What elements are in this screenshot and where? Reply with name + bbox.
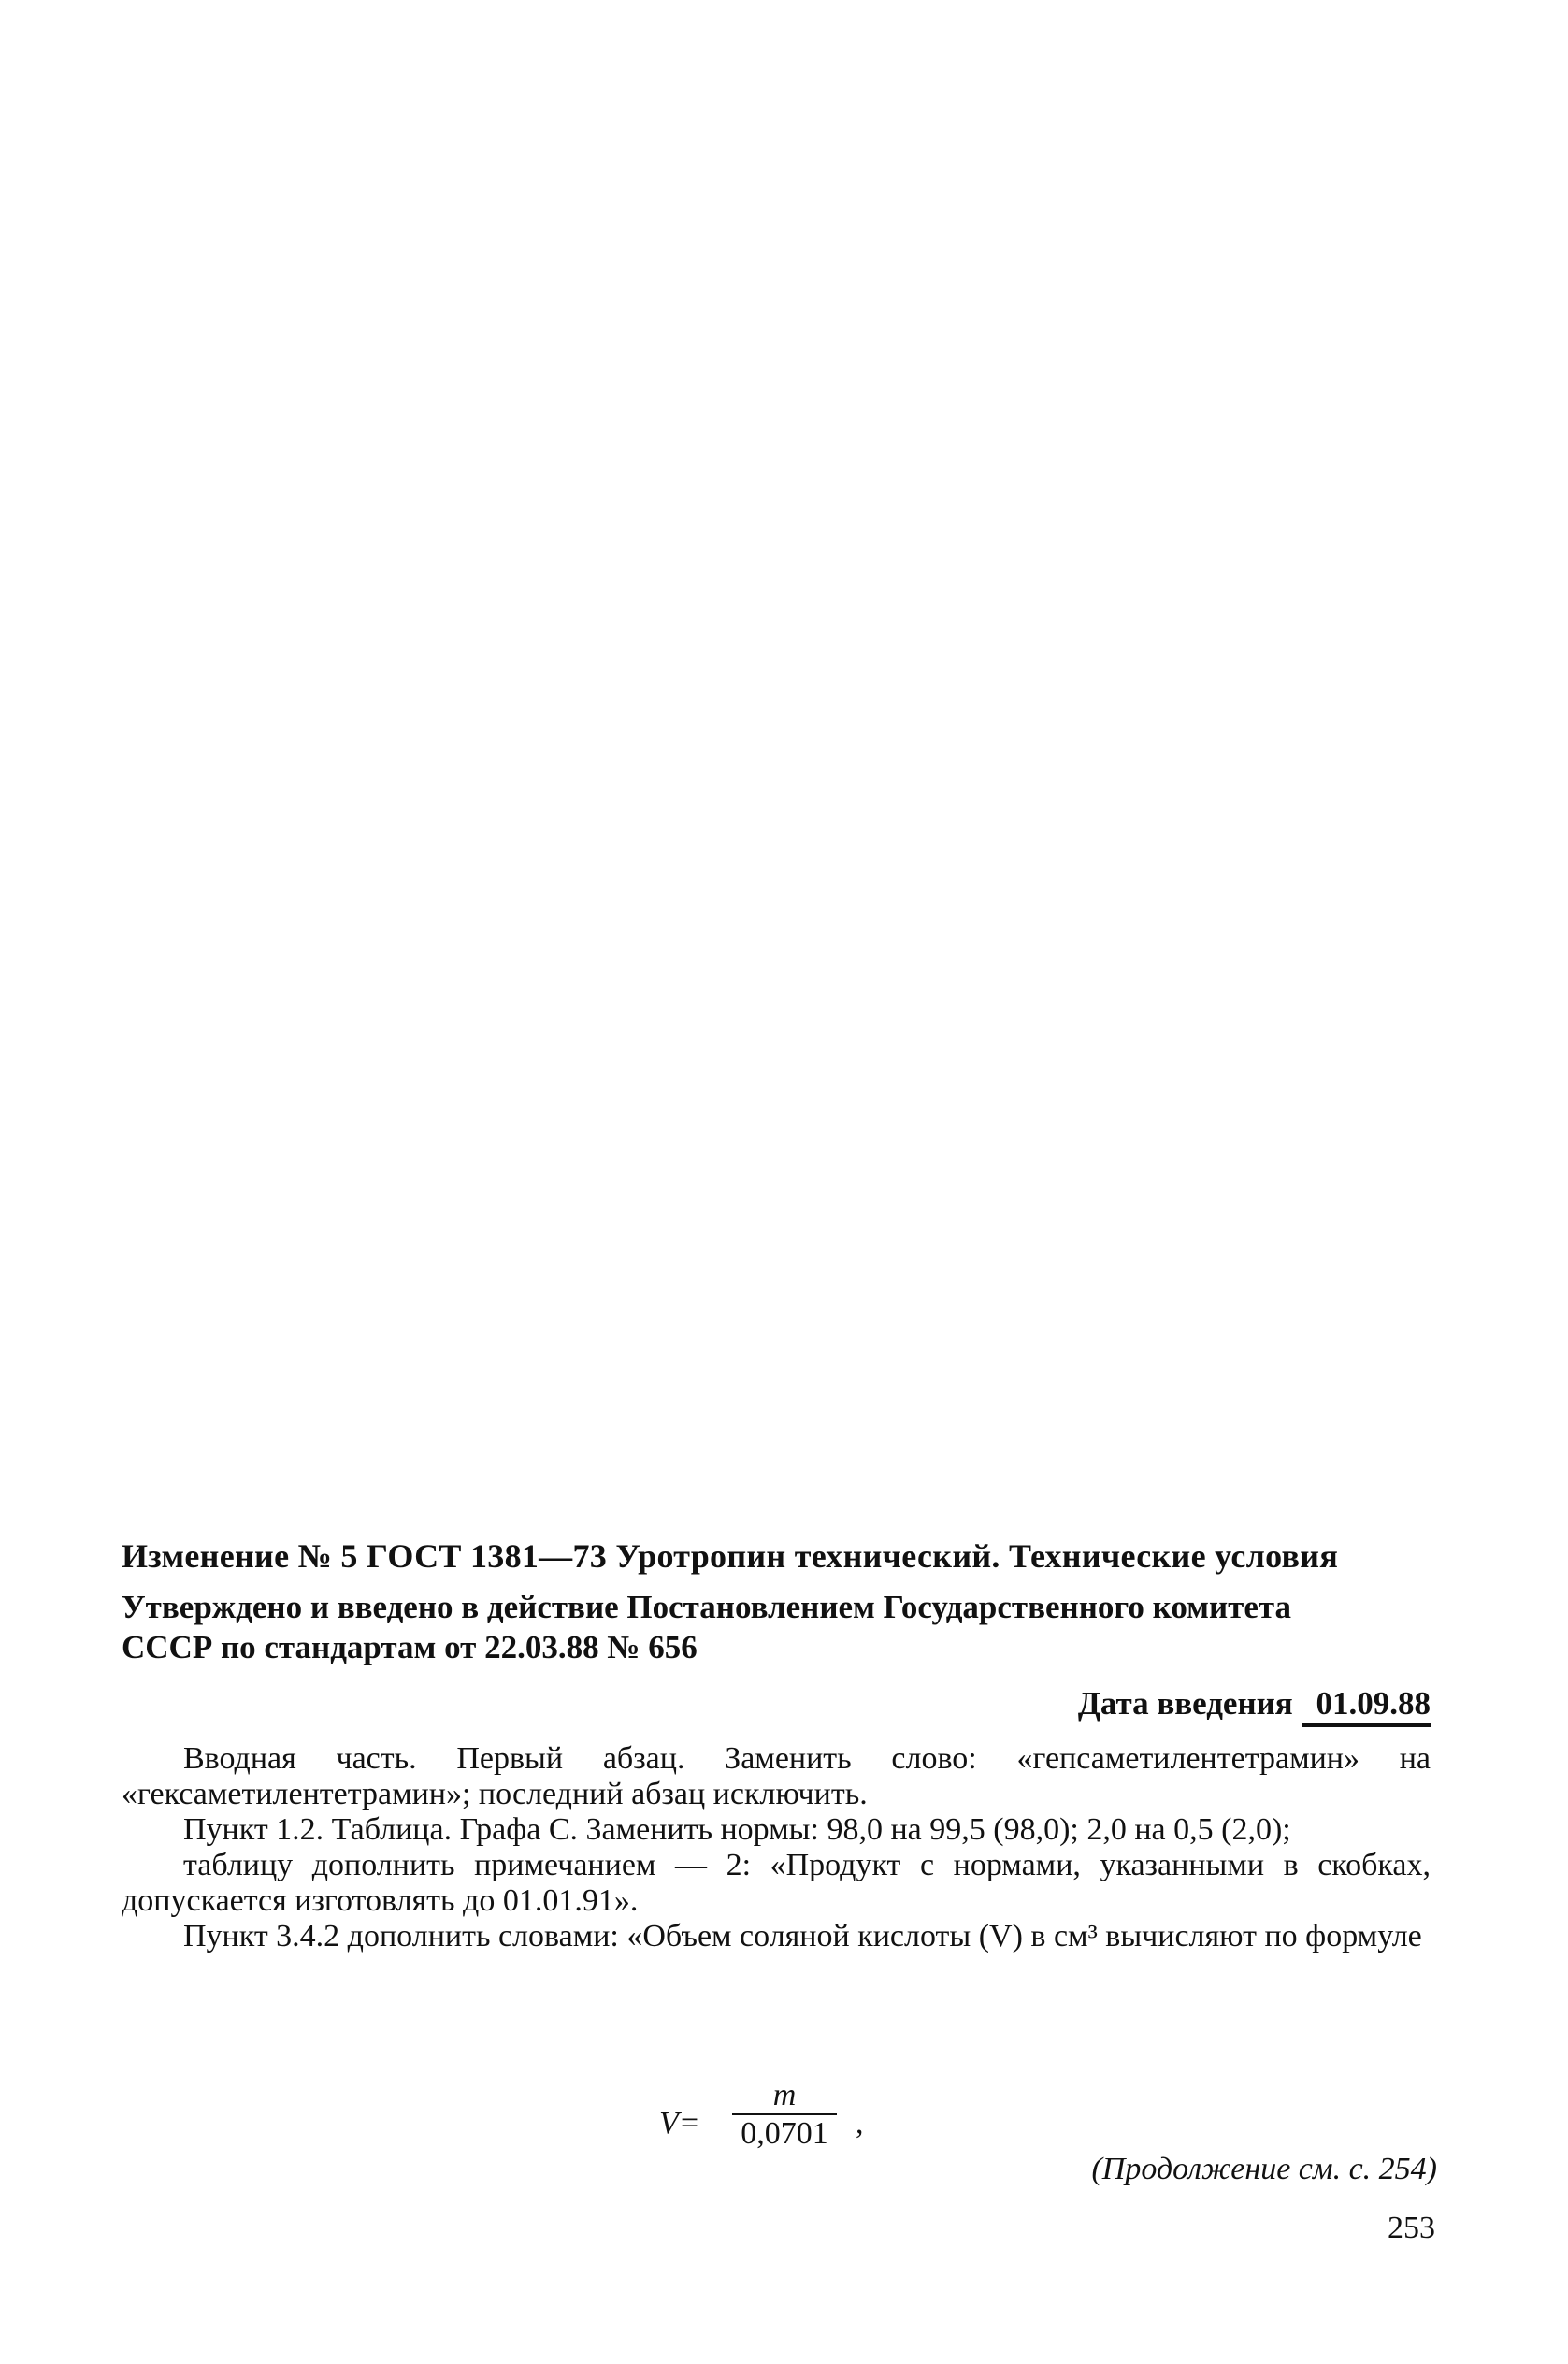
formula-trailing: ,	[856, 2106, 864, 2141]
amendment-body	[122, 1741, 1431, 1954]
formula-lhs: V=	[659, 2106, 700, 2141]
paragraph-formula-intro: Пункт 3.4.2 дополнить словами: «Объем соляной кислоты (V) в см³ вычисляют по формуле	[183, 1919, 1422, 1953]
paragraph-intro: Вводная часть. Первый абзац. Заменить слово: «гепсаметилентетрамин» на «гексаметилентетрамин»; последний абзац исключить.	[122, 1741, 1431, 1811]
amendment-heading	[122, 1534, 1431, 1578]
approval-line-2: СССР по стандартам от 22.03.88 № 656	[122, 1629, 698, 1665]
page-number: 253	[1388, 2211, 1435, 2245]
effective-date-label: Дата введения	[1077, 1685, 1293, 1722]
amendment-title: Изменение № 5 ГОСТ 1381—73 Уротропин технический. Технические условия	[122, 1537, 1339, 1575]
paragraph-table-norms: Пункт 1.2. Таблица. Графа С. Заменить нормы: 98,0 на 99,5 (98,0); 2,0 на 0,5 (2,0);	[183, 1812, 1291, 1847]
approval-statement	[122, 1587, 1431, 1667]
paragraph-table-note: таблицу дополнить примечанием — 2: «Продукт с нормами, указанными в скобках, допускается изготовлять до 01.01.91».	[122, 1848, 1431, 1918]
formula-denominator: 0,0701	[741, 2116, 828, 2151]
formula-numerator: m	[772, 2078, 797, 2112]
formula-fraction	[732, 2078, 837, 2153]
effective-date-value: 01.09.88	[1302, 1685, 1431, 1727]
effective-date	[122, 1683, 1431, 1724]
continuation-note: (Продолжение см. с. 254)	[1091, 2152, 1437, 2186]
approval-line-1: Утверждено и введено в действие Постановлением Государственного комитета	[122, 1589, 1292, 1625]
